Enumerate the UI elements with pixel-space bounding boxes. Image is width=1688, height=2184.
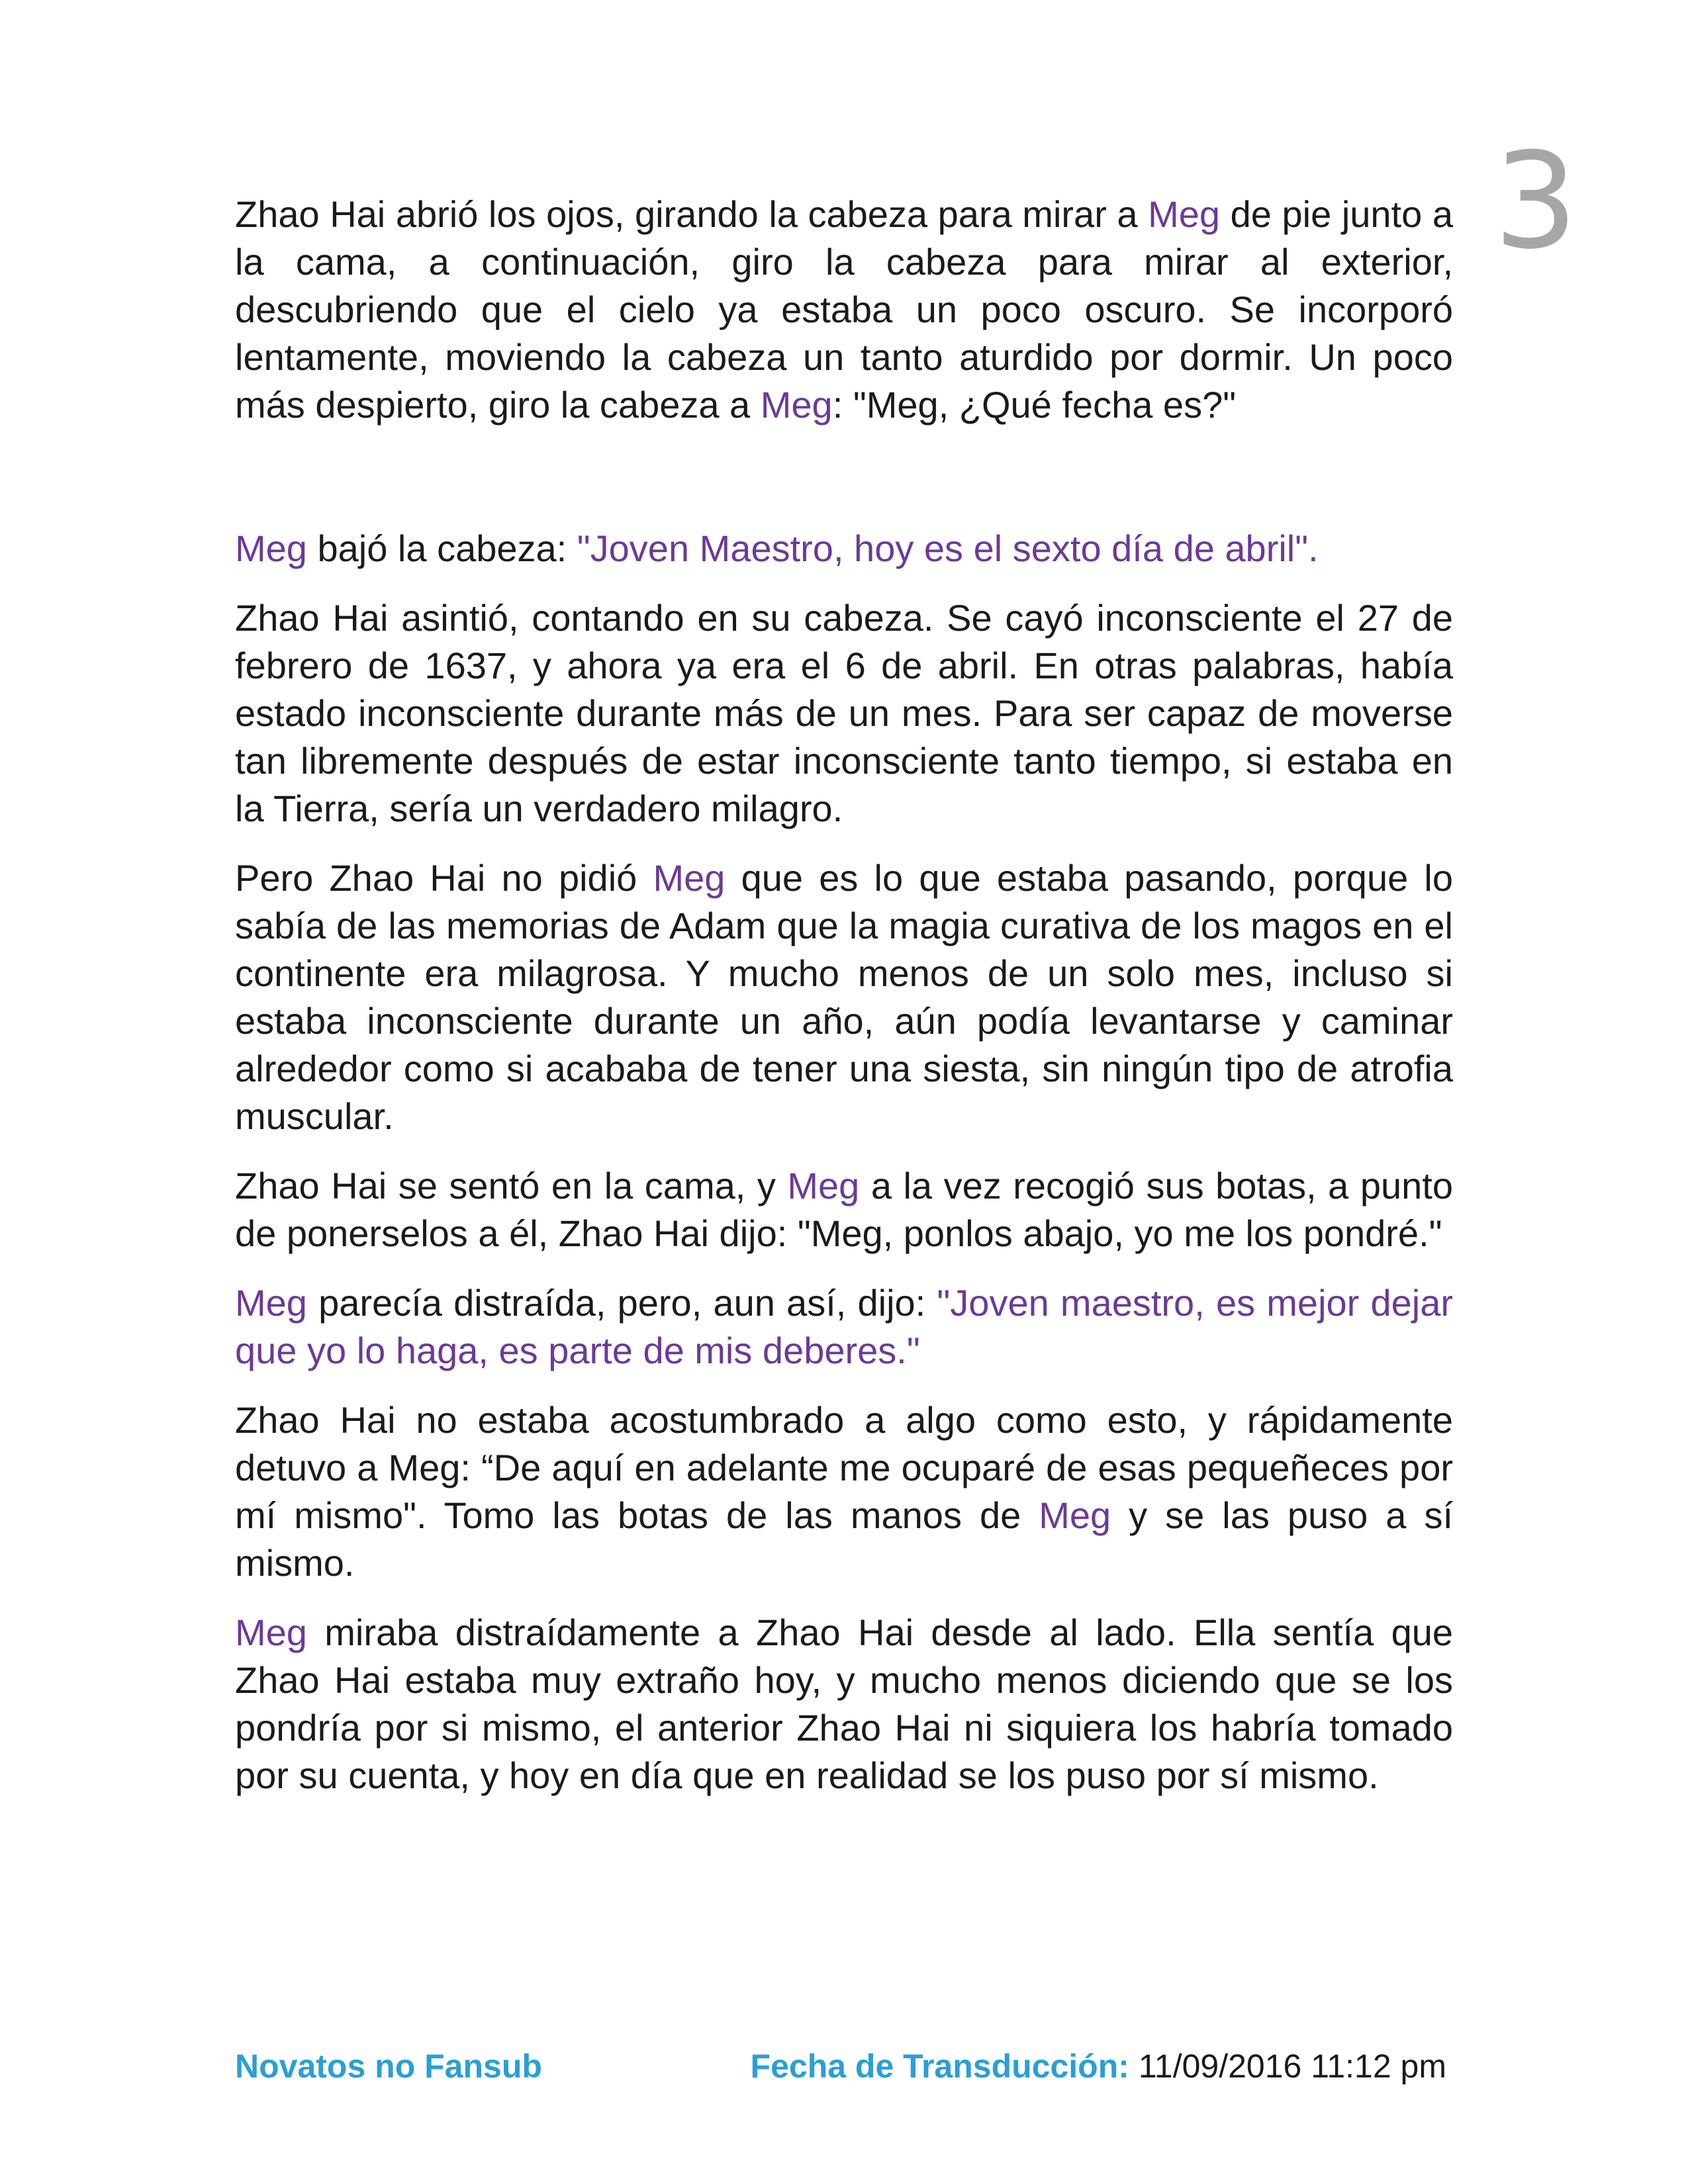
dialogue-text: "Joven Maestro, hoy es el sexto día de abril".: [577, 527, 1319, 569]
character-name: Meg: [760, 384, 833, 426]
narration-text: Zhao Hai abrió los ojos, girando la cabeza para mirar a: [235, 193, 1149, 235]
footer-date: [751, 2043, 1446, 2089]
narration-text: parecía distraída, pero, aun así, dijo:: [306, 1282, 937, 1324]
narration-text: de pie junto a la cama, a continuación, giro la cabeza para mirar al exterior, descubriendo que el cielo ya estaba un poco oscuro. Se incorporó lentamente, moviendo la cabeza un tanto aturdido por dormir. Un poco más despierto, giro la cabeza a: [235, 193, 1453, 426]
narration-text: Zhao Hai no estaba acostumbrado a algo como esto, y rápidamente detuvo a Meg: “De aquí en adelante me ocuparé de esas pequeñeces por mí mismo". Tomo las botas de las manos de: [235, 1399, 1453, 1536]
narration-text: Zhao Hai se sentó en la cama, y: [235, 1165, 788, 1206]
paragraph: [235, 854, 1453, 1140]
character-name: Meg: [1148, 193, 1221, 235]
paragraph: [235, 1162, 1453, 1257]
narration-text: Pero Zhao Hai no pidió: [235, 857, 653, 899]
narration-text: miraba distraídamente a Zhao Hai desde al lado. Ella sentía que Zhao Hai estaba muy extraño hoy, y mucho menos diciendo que se los pondría por si mismo, el anterior Zhao Hai ni siquiera los habría tomado por su cuenta, y hoy en día que en realidad se los puso por sí mismo.: [235, 1612, 1453, 1796]
page-footer: [235, 2043, 1453, 2089]
character-name: Meg: [235, 527, 307, 569]
footer-date-value: 11/09/2016 11:12 pm: [1138, 2048, 1446, 2085]
character-name: Meg: [235, 1612, 307, 1653]
chapter-body: [235, 191, 1453, 1821]
narration-text: a la vez recogió sus botas, a punto de ponerselos a él, Zhao Hai dijo: "Meg, ponlos abajo, yo me los pondré.": [235, 1165, 1453, 1254]
paragraph: [235, 1279, 1453, 1375]
paragraph: [235, 1609, 1453, 1799]
footer-group-name: Novatos no Fansub: [235, 2048, 542, 2085]
narration-text: y se las puso a sí mismo.: [235, 1494, 1454, 1584]
paragraph: [235, 191, 1453, 429]
page-number: 3: [1493, 124, 1578, 279]
dialogue-text: "Joven maestro, es mejor dejar que yo lo haga, es parte de mis deberes.": [235, 1282, 1454, 1371]
narration-text: que es lo que estaba pasando, porque lo sabía de las memorias de Adam que la magia curativa de los magos en el continente era milagrosa. Y mucho menos de un solo mes, incluso si estaba inconsciente durante un año, aún podía levantarse y caminar alrededor como si acababa de tener una siesta, sin ningún tipo de atrofia muscular.: [235, 857, 1453, 1137]
character-name: Meg: [1039, 1494, 1111, 1536]
narration-text: bajó la cabeza:: [306, 527, 577, 569]
footer-date-label: Fecha de Transducción:: [750, 2048, 1129, 2085]
character-name: Meg: [787, 1165, 860, 1206]
paragraph: [235, 1396, 1453, 1587]
narration-text: Zhao Hai asintió, contando en su cabeza. Se cayó inconsciente el 27 de febrero de 1637, y ahora ya era el 6 de abril. En otras palabras, había estado inconsciente durante más de un mes. Para ser capaz de moverse tan libremente después de estar inconsciente tanto tiempo, si estaba en la Tierra, sería un verdadero milagro.: [235, 597, 1453, 829]
paragraph: [235, 525, 1453, 572]
dialogue-text: : "Meg, ¿Qué fecha es?": [832, 384, 1237, 426]
paragraph: [235, 594, 1453, 833]
character-name: Meg: [653, 857, 726, 899]
character-name: Meg: [235, 1282, 307, 1324]
